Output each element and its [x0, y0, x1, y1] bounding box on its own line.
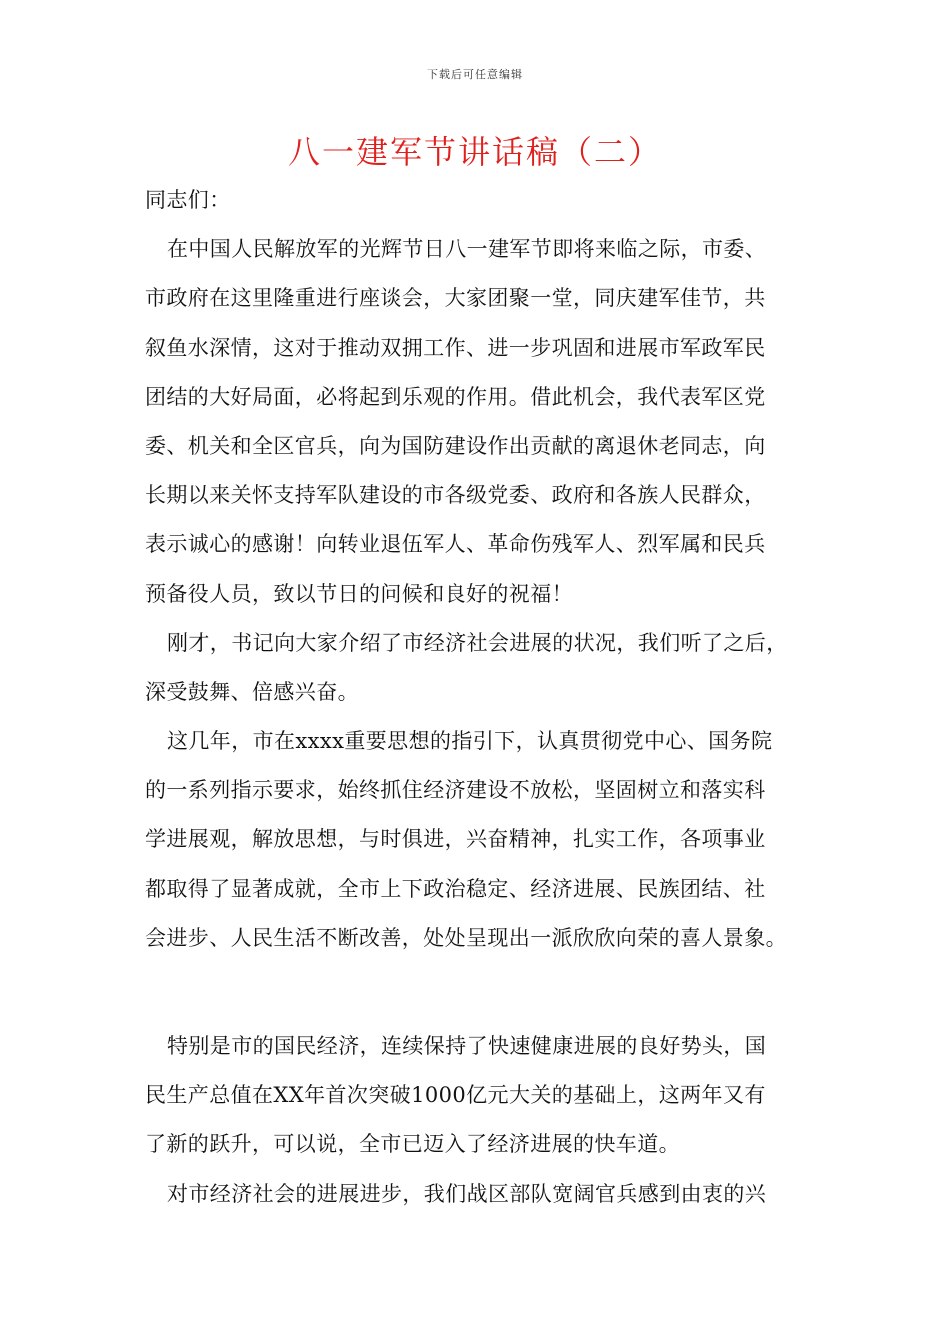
paragraph-line: 叙鱼水深情，这对于推动双拥工作、进一步巩固和进展市军政军民 — [145, 335, 766, 360]
paragraph-line: 了新的跃升，可以说，全市已迈入了经济进展的快车道。 — [145, 1132, 680, 1157]
paragraph-line: 委、机关和全区官兵，向为国防建设作出贡献的离退休老同志，向 — [145, 433, 766, 458]
document-body-top — [145, 176, 820, 963]
document-title: 八一建军节讲话稿（二） — [287, 133, 662, 171]
paragraph-line: 都取得了显著成就，全市上下政治稳定、经济进展、民族团结、社 — [145, 876, 766, 901]
paragraph-line: 特别是市的国民经济，连续保持了快速健康进展的良好势头，国 — [167, 1034, 767, 1058]
paragraph-line: 长期以来关怀支持军队建设的市各级党委、政府和各族人民群众， — [145, 483, 766, 508]
paragraph-line: 的一系列指示要求，始终抓住经济建设不放松，坚固树立和落实科 — [145, 778, 766, 803]
salutation: 同志们： — [145, 188, 231, 212]
paragraph-line: 刚才，书记向大家介绍了市经济社会进展的状况，我们听了之后， — [167, 630, 788, 655]
header-note: 下载后可任意编辑 — [427, 68, 523, 81]
document-body-bottom — [145, 1022, 820, 1219]
paragraph-line: 团结的大好局面，必将起到乐观的作用。借此机会，我代表军区党 — [145, 384, 766, 409]
paragraph-line: 预备役人员，致以节日的问候和良好的祝福！ — [145, 581, 573, 606]
paragraph-line: 学进展观，解放思想，与时俱进，兴奋精神，扎实工作，各项事业 — [145, 827, 766, 852]
paragraph-line: 在中国人民解放军的光辉节日八一建军节即将来临之际，市委、 — [167, 237, 767, 262]
paragraph-line: 民生产总值在XX年首次突破1000亿元大关的基础上，这两年又有 — [145, 1083, 766, 1108]
paragraph-line: 深受鼓舞、倍感兴奋。 — [145, 679, 359, 704]
paragraph-line: 对市经济社会的进展进步，我们战区部队宽阔官兵感到由衷的兴 — [167, 1181, 767, 1206]
paragraph-line: 会进步、人民生活不断改善，处处呈现出一派欣欣向荣的喜人景象。 — [145, 925, 787, 950]
paragraph-line: 市政府在这里隆重进行座谈会，大家团聚一堂，同庆建军佳节，共 — [145, 286, 766, 311]
paragraph-line: 表示诚心的感谢！向转业退伍军人、革命伤残军人、烈军属和民兵 — [145, 532, 766, 557]
paragraph-line: 这几年，市在xxxx重要思想的指引下，认真贯彻党中心、国务院 — [167, 729, 773, 754]
